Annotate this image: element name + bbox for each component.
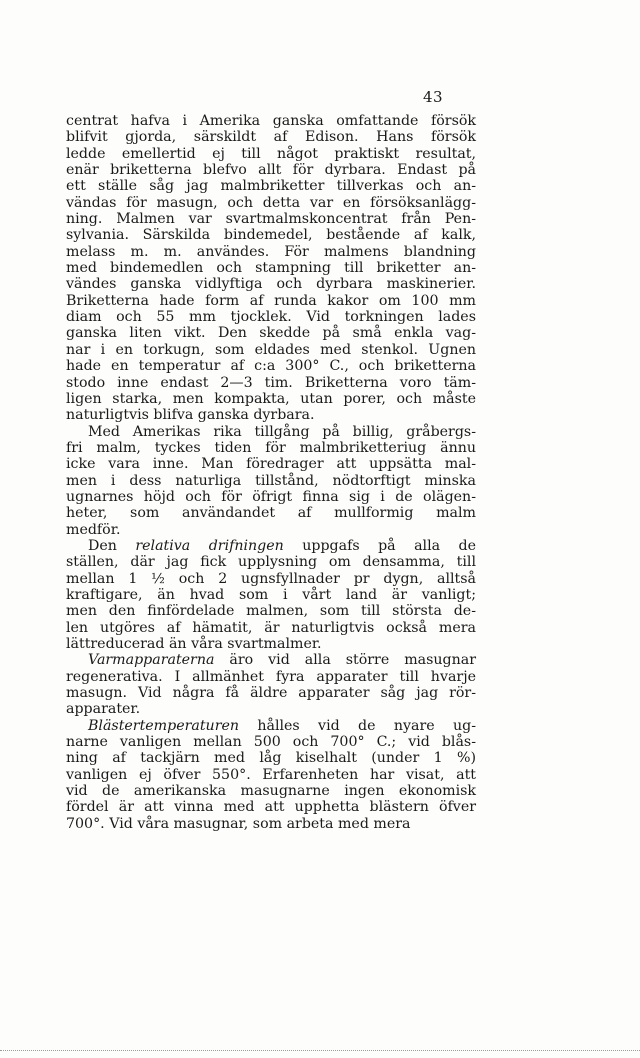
text-segment: fri malm, tyckes tiden för malmbriketteriug ännu [66, 439, 476, 456]
text-line [66, 816, 476, 832]
text-segment: Briketterna hade form af runda kakor om 100 mm [66, 292, 476, 309]
text-line [66, 587, 476, 603]
text-segment: ganska liten vikt. Den skedde på små enkla vag- [66, 325, 476, 342]
text-line [66, 178, 476, 194]
text-line [66, 750, 476, 766]
text-line [66, 146, 476, 162]
text-line [66, 211, 476, 227]
text-segment: 700°. Vid våra masugnar, som arbeta med mera [66, 815, 411, 832]
text-segment: med bindemedlen och stampning till briketter an- [66, 260, 476, 277]
text-segment: regenerativa. I allmänhet fyra apparater till hvarje [66, 668, 476, 685]
text-segment: Med Amerikas rika tillgång på billig, gråbergs- [88, 423, 476, 440]
text-line [66, 636, 476, 652]
text-segment: vid de amerikanska masugnarne ingen ekonomisk [66, 783, 476, 800]
text-segment: ning af tackjärn med låg kiselhalt (under 1 %) [66, 750, 476, 767]
text-line [66, 325, 476, 341]
text-segment: kraftigare, än hvad som i vårt land är vanligt; [66, 586, 476, 603]
text-line [66, 260, 476, 276]
text-segment: diam och 55 mm tjocklek. Vid torkningen lades [66, 309, 476, 326]
text-line [66, 113, 476, 129]
text-line [66, 669, 476, 685]
text-line [66, 554, 476, 570]
text-line [66, 440, 476, 456]
text-segment: medför. [66, 521, 121, 538]
text-line [66, 456, 476, 472]
text-segment: masugn. Vid några få äldre apparater såg jag rör- [66, 685, 476, 702]
text-segment: ugnarnes höjd och för öfrigt finna sig i de olägen- [66, 488, 476, 505]
text-segment: men i dess naturliga tillstånd, nödtorftigt minska [66, 472, 476, 489]
text-segment: vändas för masugn, och detta var en försöksanlägg- [66, 194, 476, 211]
text-segment: hålles vid de nyare ug- [239, 717, 476, 734]
text-line [66, 767, 476, 783]
text-line [66, 734, 476, 750]
page-bottom-edge [0, 1050, 640, 1052]
text-line [66, 227, 476, 243]
body-text [66, 113, 476, 832]
text-segment: ligen starka, men kompakta, utan porer, och måste [66, 390, 476, 407]
italic-term: relativa drifningen [135, 537, 284, 554]
text-segment: ställen, där jag fick upplysning om densamma, till [66, 554, 476, 571]
text-segment: ning. Malmen var svartmalmskoncentrat från Pen- [66, 211, 476, 228]
text-line [66, 685, 476, 701]
text-line [66, 342, 476, 358]
text-line [66, 162, 476, 178]
text-line [66, 799, 476, 815]
text-segment: mellan 1 ½ och 2 ugnsfyllnader pr dygn, alltså [66, 570, 476, 587]
text-line [66, 603, 476, 619]
page-number: 43 [423, 88, 444, 106]
text-segment: enär briketterna blefvo allt för dyrbara. Endast på [66, 162, 476, 179]
text-line [66, 358, 476, 374]
text-line [66, 407, 476, 423]
text-segment: men den finfördelade malmen, som till största de- [66, 603, 476, 620]
text-segment: blifvit gjorda, särskildt af Edison. Hans försök [66, 129, 476, 146]
text-line [66, 195, 476, 211]
text-segment: len utgöres af hämatit, är naturligtvis också mera [66, 619, 476, 636]
text-line [66, 652, 476, 668]
text-segment: äro vid alla större masugnar [214, 652, 476, 669]
text-line [66, 571, 476, 587]
text-line [66, 391, 476, 407]
text-segment: ledde emellertid ej till något praktiskt resultat, [66, 145, 476, 162]
text-segment: heter, som användandet af mullformig malm [66, 505, 476, 522]
text-segment: hade en temperatur af c:a 300° C., och briketterna [66, 358, 476, 375]
text-line [66, 620, 476, 636]
text-line [66, 375, 476, 391]
text-segment: nar i en torkugn, som eldades med stenkol. Ugnen [66, 341, 476, 358]
text-segment: icke vara inne. Man föredrager att uppsätta mal- [66, 456, 476, 473]
text-line [66, 718, 476, 734]
text-segment: naturligtvis blifva ganska dyrbara. [66, 407, 315, 424]
text-line [66, 424, 476, 440]
text-line [66, 701, 476, 717]
text-line [66, 276, 476, 292]
text-segment: fördel är att vinna med att upphetta blästern öfver [66, 799, 476, 816]
text-segment: apparater. [66, 701, 141, 718]
text-segment: ett ställe såg jag malmbriketter tillverkas och an- [66, 178, 476, 195]
text-line [66, 783, 476, 799]
text-line [66, 244, 476, 260]
text-segment: centrat hafva i Amerika ganska omfattande försök [66, 113, 476, 129]
text-line [66, 129, 476, 145]
text-segment: stodo inne endast 2—3 tim. Briketterna voro täm- [66, 374, 476, 391]
text-line [66, 489, 476, 505]
text-line [66, 505, 476, 521]
italic-term: Blästertemperaturen [88, 717, 240, 734]
text-segment: lättreducerad än våra svartmalmer. [66, 636, 322, 652]
text-segment: melass m. m. användes. För malmens blandning [66, 243, 476, 260]
text-segment: vanligen ej öfver 550°. Erfarenheten har visat, att [66, 766, 476, 783]
text-segment: Den [88, 537, 136, 554]
text-segment: sylvania. Särskilda bindemedel, bestående af kalk, [66, 227, 476, 244]
text-segment: narne vanligen mellan 500 och 700° C.; vid blås- [66, 734, 476, 751]
text-segment: vändes ganska vidlyftiga och dyrbara maskinerier. [66, 276, 476, 293]
text-segment: uppgafs på alla de [283, 537, 476, 554]
text-line [66, 538, 476, 554]
italic-term: Varmapparaterna [88, 652, 215, 669]
text-line [66, 473, 476, 489]
text-line [66, 522, 476, 538]
text-line [66, 293, 476, 309]
text-line [66, 309, 476, 325]
